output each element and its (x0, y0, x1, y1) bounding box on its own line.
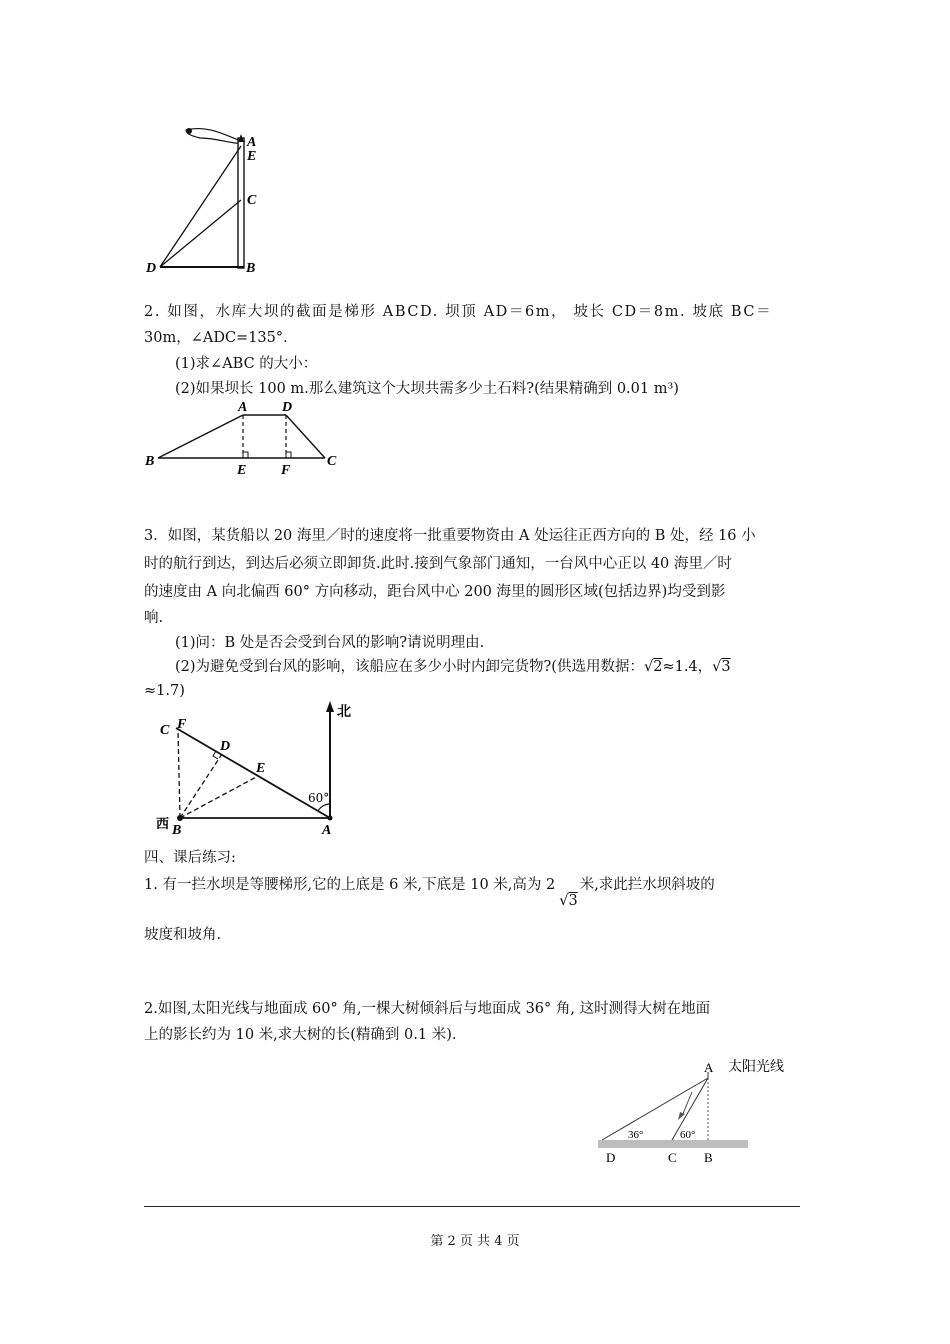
p3-line3: 的速度由 A 向北偏西 60° 方向移动，距台风中心 200 海里的圆形区域(包括边界)均受到影 (144, 584, 726, 600)
section4-heading: 四、课后练习: (144, 850, 236, 866)
fig2-label-C: C (327, 454, 337, 469)
fig4-label-C: C (668, 1150, 677, 1165)
exercise1-line1: 1. 有一拦水坝是等腰梯形,它的上底是 6 米,下底是 10 米,高为 2√3米,求此拦水坝斜坡的 (144, 873, 715, 897)
exercise1-line2: 坡度和坡角. (144, 927, 222, 943)
fig3-label-D: D (220, 739, 231, 754)
fig2-label-A: A (238, 400, 248, 415)
fig4-label-A: A (704, 1060, 714, 1075)
fig3-label-F: F (177, 717, 187, 732)
fig1-label-D: D (146, 261, 157, 276)
figure-typhoon (150, 698, 370, 838)
page-number: 第 2 页 共 4 页 (430, 1234, 520, 1249)
fig4-sunlight-label: 太阳光线 (728, 1059, 784, 1075)
fig4-angle-36: 36° (628, 1129, 644, 1141)
p2-line2: 30m，∠ADC=135°． (144, 330, 298, 346)
fig3-label-E: E (256, 761, 266, 776)
fig4-label-D: D (606, 1150, 616, 1165)
sqrt3-symbol: √3 (712, 659, 731, 675)
fig3-label-B: B (172, 823, 182, 838)
p3-q2-approx: ≈1.4， (662, 659, 713, 675)
fig2-label-E: E (237, 463, 247, 478)
p3-question2 (175, 655, 731, 679)
fig2-label-B: B (145, 454, 155, 469)
exercise1-sqrt3: √3 (559, 893, 578, 909)
figure-flagpole (140, 120, 270, 280)
fig4-label-B: B (704, 1150, 713, 1165)
fig1-label-E: E (247, 149, 257, 164)
fig3-label-west: 西 (156, 817, 170, 832)
fig3-label-north: 北 (337, 704, 351, 720)
fig1-label-B: B (246, 261, 256, 276)
exercise2-line2: 上的影长约为 10 米,求大树的长(精确到 0.1 米). (144, 1027, 457, 1043)
fig4-angle-60: 60° (680, 1129, 696, 1141)
p3-question1: (1)问：B 处是否会受到台风的影响?请说明理由. (175, 635, 485, 651)
p3-q2-text: (2)为避免受到台风的影响，该船应在多少小时内卸完货物?(供选用数据： (175, 659, 644, 675)
fig3-label-C: C (160, 723, 170, 738)
footer-rule (144, 1206, 800, 1207)
p3-line1: 3．如图，某货船以 20 海里／时的速度将一批重要物资由 A 处运往正西方向的 B 处，经 16 小 (144, 528, 756, 544)
sqrt2-symbol: √2 (643, 659, 663, 675)
figure-dam-trapezoid (140, 398, 350, 478)
p2-question1: (1)求∠ABC 的大小： (175, 356, 318, 372)
p3-line2: 时的航行到达，到达后必须立即卸货.此时.接到气象部门通知，一台风中心正以 40 海里／时 (144, 556, 732, 572)
fig1-label-A: A (247, 135, 257, 150)
fig2-label-F: F (281, 463, 291, 478)
fig3-label-A: A (322, 823, 332, 838)
fig2-label-D: D (282, 400, 293, 415)
p2-question2: (2)如果坝长 100 m.那么建筑这个大坝共需多少土石料?(结果精确到 0.01 m³) (175, 381, 679, 397)
figure-sunlight-tree (590, 1050, 800, 1165)
fig1-label-C: C (247, 193, 257, 208)
fig3-angle-60: 60° (308, 791, 330, 805)
p3-question2-end: ≈1.7) (144, 683, 185, 699)
p2-line1: 2. 如图，水库大坝的截面是梯形 ABCD. 坝顶 AD＝6m， 坡长 CD＝8m. 坡底 BC＝ (144, 304, 773, 320)
p3-line4: 响. (144, 610, 164, 626)
exercise2-line1: 2.如图,太阳光线与地面成 60° 角,一棵大树倾斜后与地面成 36° 角, 这时测得大树在地面 (144, 1001, 711, 1017)
